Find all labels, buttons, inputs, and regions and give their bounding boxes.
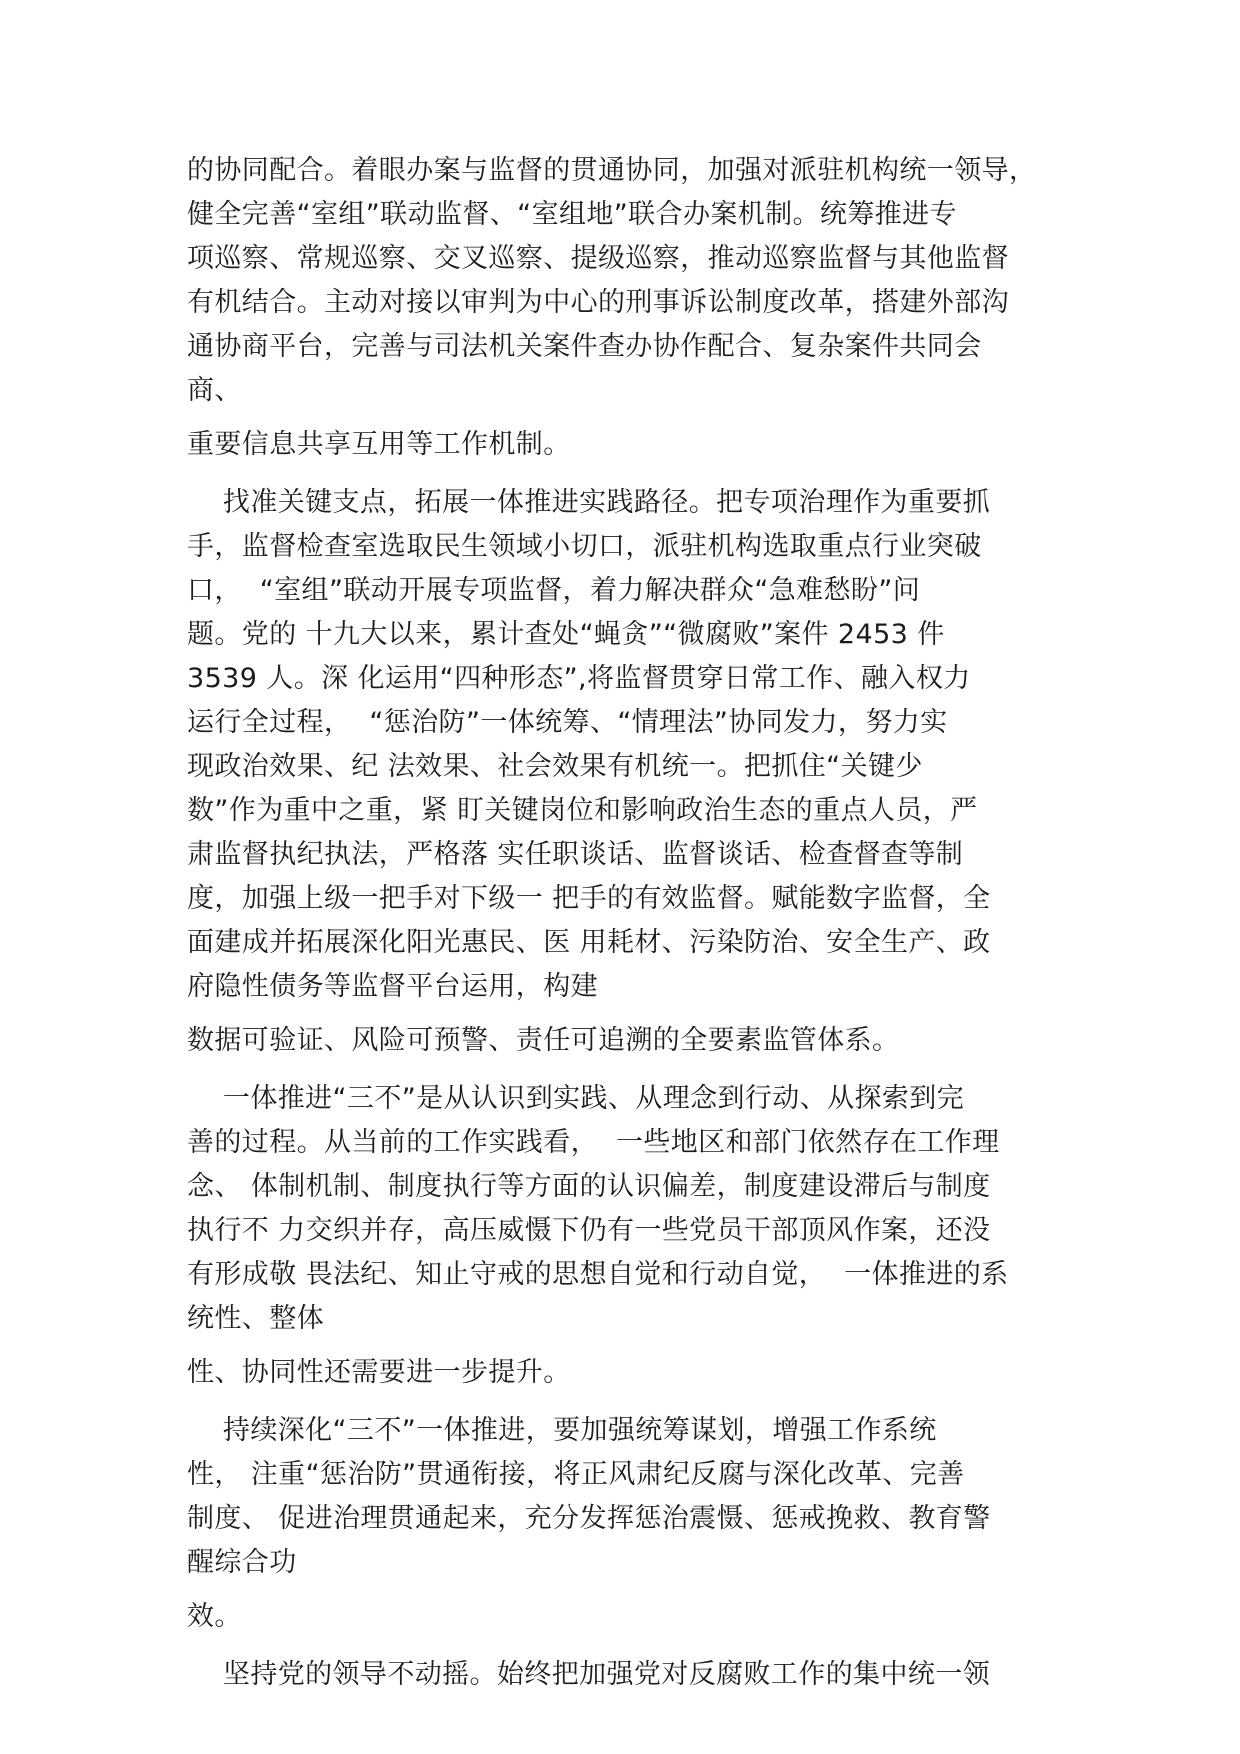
text-line: 一体推进“三不”是从认识到实践、从理念到行动、从探索到完	[187, 1083, 965, 1114]
text-line: 持续深化“三不”一体推进，要加强统筹谋划，增强工作系统	[187, 1415, 937, 1446]
text-line: 性， 注重“惩治防”贯通衔接，将正风肃纪反腐与深化改革、完善	[187, 1459, 965, 1490]
text-line: 有机结合。主动对接以审判为中心的刑事诉讼制度改革，搭建外部沟	[187, 287, 1009, 318]
text-line: 统性、整体	[187, 1303, 324, 1334]
text-line: 度，加强上级一把手对下级一 把手的有效监督。赋能数字监督，全	[187, 883, 991, 914]
text-line: 现政治效果、纪 法效果、社会效果有机统一。把抓住“关键少	[187, 751, 923, 782]
text-line: 健全完善“室组”联动监督、“室组地”联合办案机制。统筹推进专	[187, 199, 957, 230]
text-line: 念、 体制机制、制度执行等方面的认识偏差，制度建设滞后与制度	[187, 1171, 991, 1202]
text-line: 坚持党的领导不动摇。始终把加强党对反腐败工作的集中统一领	[187, 1659, 991, 1690]
text-line: 府隐性债务等监督平台运用，构建	[187, 971, 598, 1002]
text-line: 善的过程。从当前的工作实践看， 一些地区和部门依然存在工作理	[187, 1127, 1000, 1158]
text-line: 3539 人。深 化运用“四种形态”,将监督贯穿日常工作、融入权力	[187, 663, 971, 694]
text-line: 口， “室组”联动开展专项监督，着力解决群众“急难愁盼”问	[187, 575, 921, 606]
text-line: 制度、 促进治理贯通起来，充分发挥惩治震慑、惩戒挽救、教育警	[187, 1503, 991, 1534]
text-line: 题。党的 十九大以来，累计查处“蝇贪”“微腐败”案件 2453 件	[187, 619, 945, 650]
text-line: 手，监督检查室选取民生领域小切口，派驻机构选取重点行业突破	[187, 531, 982, 562]
text-line: 醒综合功	[187, 1547, 297, 1578]
text-line: 项巡察、常规巡察、交叉巡察、提级巡察，推动巡察监督与其他监督	[187, 243, 1009, 274]
text-line: 找准关键支点，拓展一体推进实践路径。把专项治理作为重要抓	[187, 487, 991, 518]
text-line: 数据可验证、风险可预警、责任可追溯的全要素监管体系。	[187, 1025, 900, 1056]
text-line: 执行不 力交织并存，高压威慑下仍有一些党员干部顶风作案，还没	[187, 1215, 991, 1246]
text-line: 通协商平台，完善与司法机关案件查办协作配合、复杂案件共同会	[187, 331, 982, 362]
text-line: 重要信息共享互用等工作机制。	[187, 429, 571, 460]
text-line: 的协同配合。着眼办案与监督的贯通协同，加强对派驻机构统一领导，	[187, 155, 1037, 186]
text-line: 运行全过程， “惩治防”一体统筹、“情理法”协同发力，努力实	[187, 707, 948, 738]
text-line: 有形成敬 畏法纪、知止守戒的思想自觉和行动自觉， 一体推进的系	[187, 1259, 1009, 1290]
text-line: 效。	[187, 1601, 242, 1632]
text-line: 肃监督执纪执法，严格落 实任职谈话、监督谈话、检查督查等制	[187, 839, 964, 870]
text-line: 面建成并拓展深化阳光惠民、医 用耗材、污染防治、安全生产、政	[187, 927, 991, 958]
text-line: 商、	[187, 375, 242, 406]
text-line: 性、协同性还需要进一步提升。	[187, 1357, 571, 1388]
text-line: 数”作为重中之重，紧 盯关键岗位和影响政治生态的重点人员，严	[187, 795, 978, 826]
